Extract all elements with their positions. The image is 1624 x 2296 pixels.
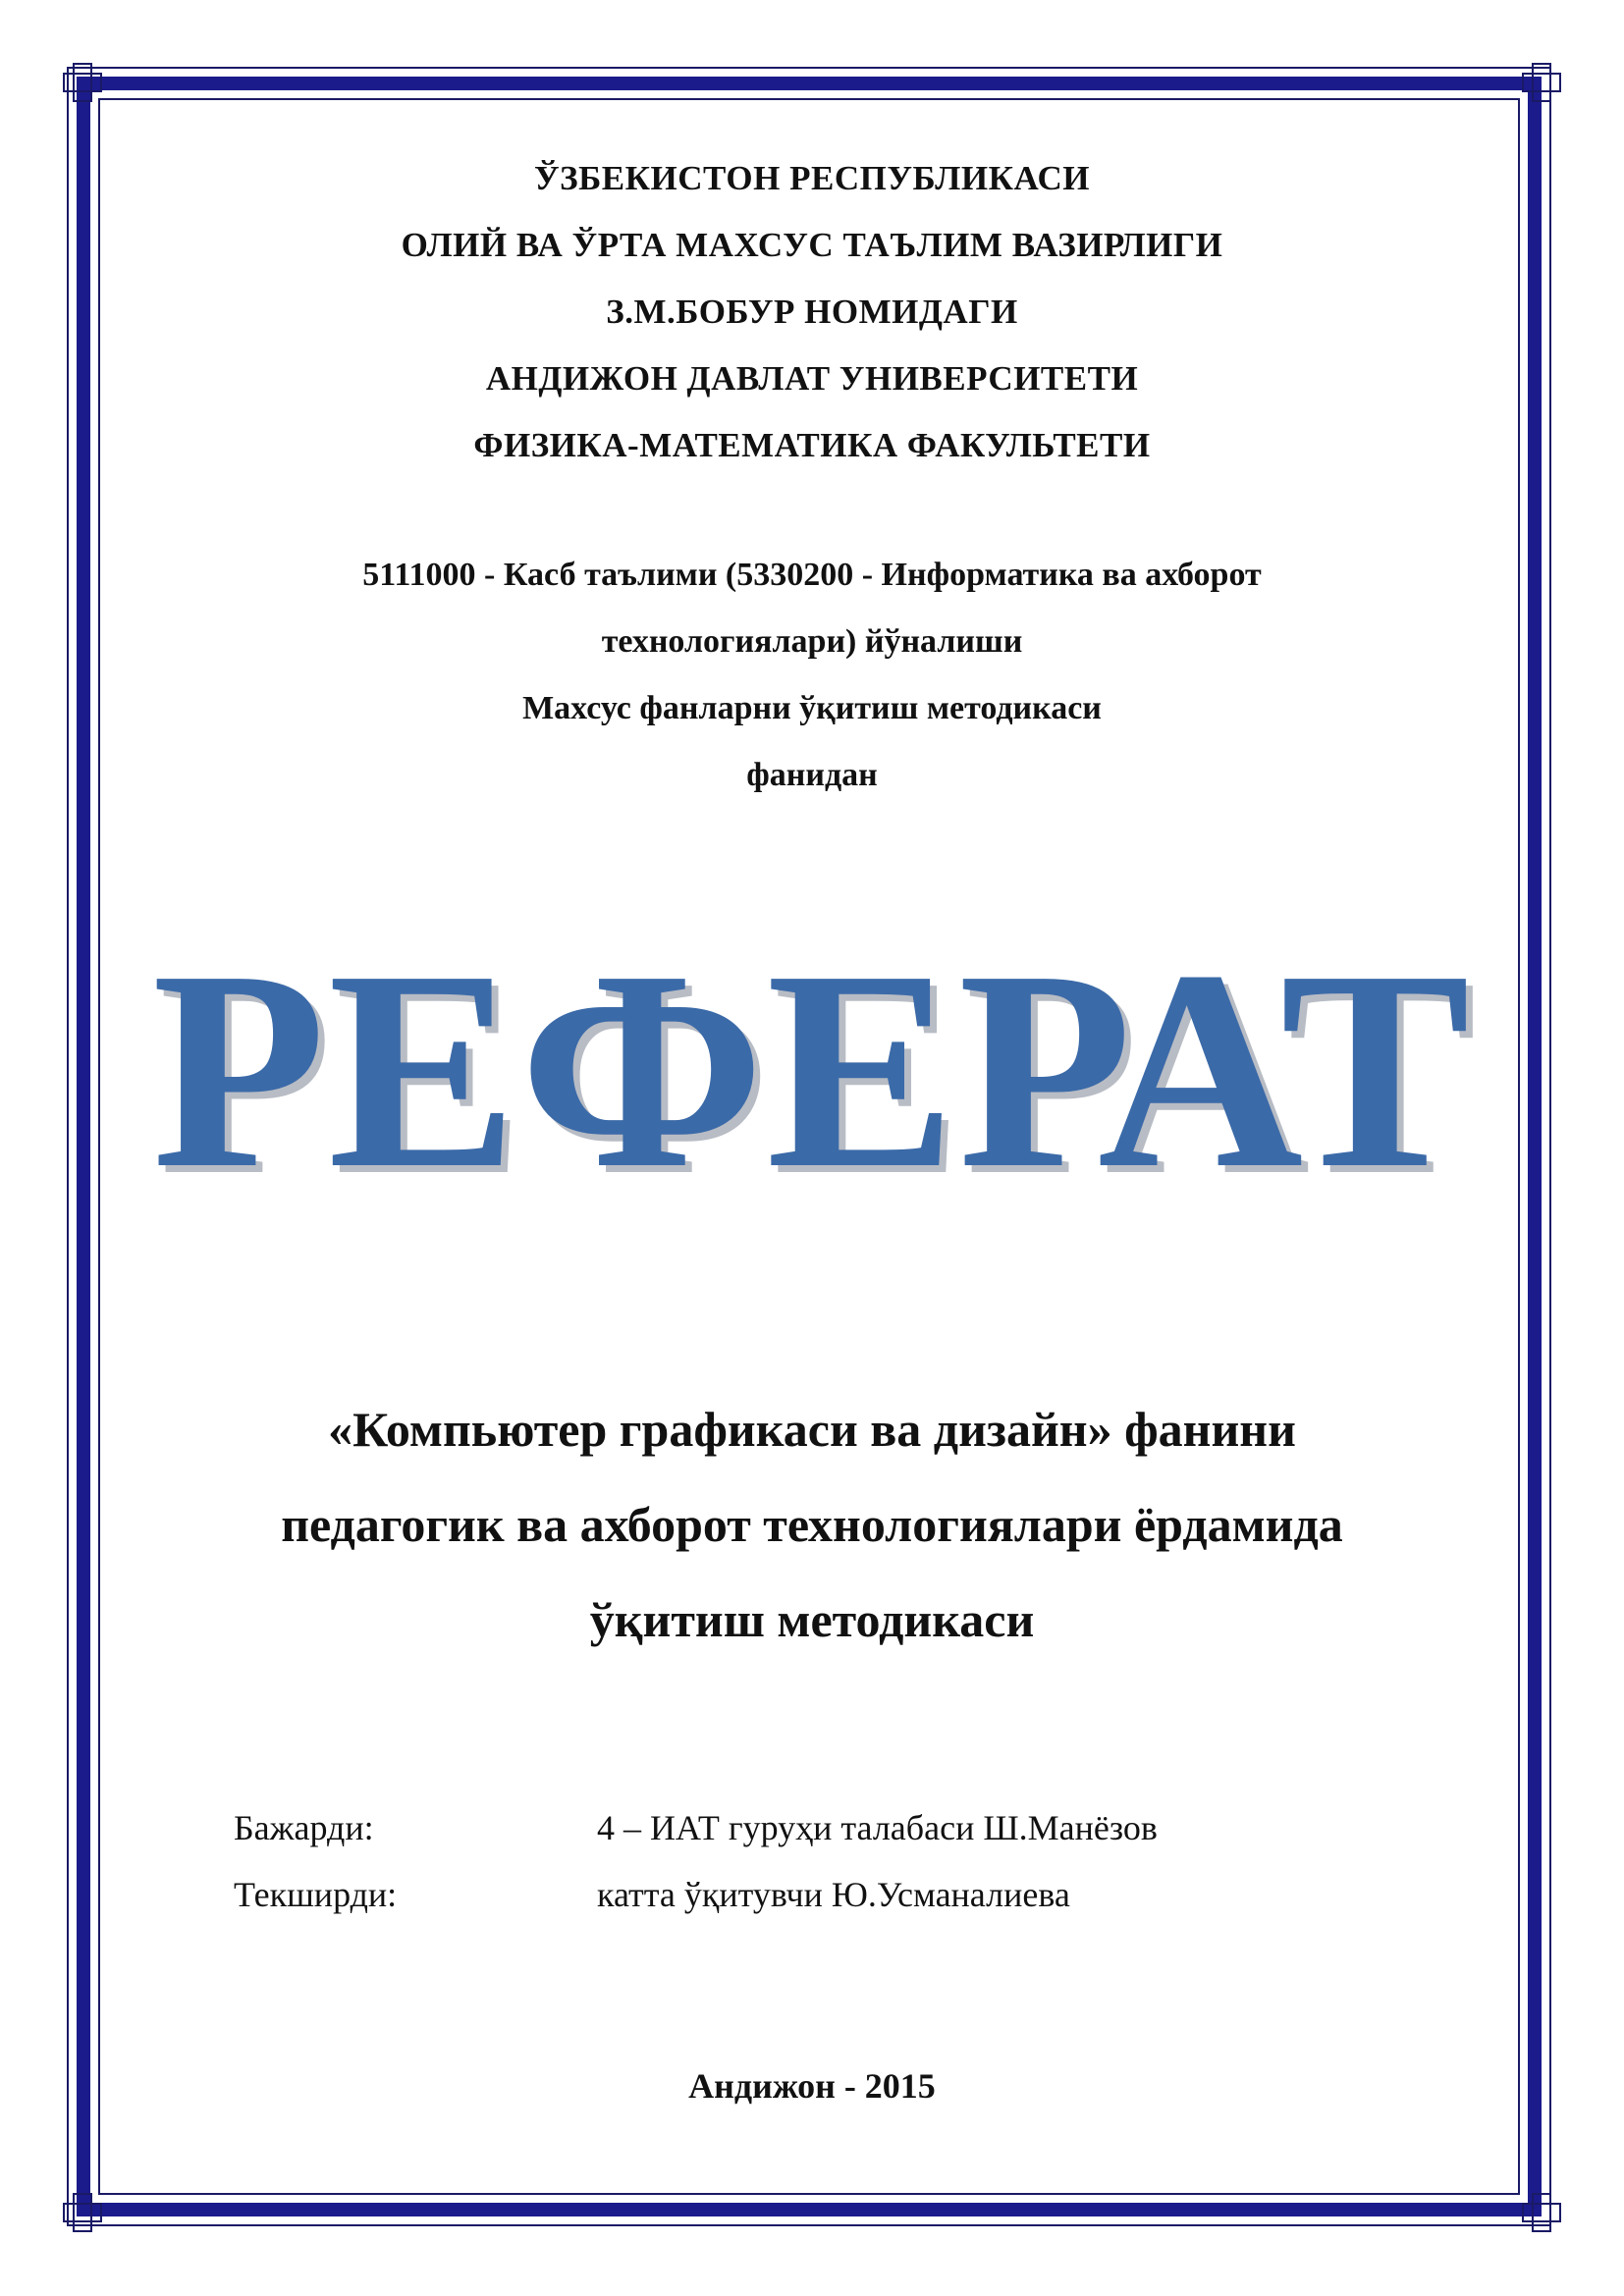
topic-line-1: «Компьютер графикаси ва дизайн» фанини	[328, 1402, 1296, 1457]
program-code-line: 5111000 - Касб таълими (5330200 - Информатика ва ахборот	[362, 557, 1262, 593]
performed-label: Бажарди:	[234, 1808, 374, 1847]
frame-corner-bottom-left	[63, 2193, 102, 2232]
subject-suffix-line: фанидан	[746, 757, 878, 793]
topic-line-2: педагогик ва ахборот технологиялари ёрдамида	[281, 1497, 1343, 1552]
checked-by: катта ўқитувчи Ю.Усманалиева	[597, 1875, 1070, 1914]
document-type-title: РЕФЕРАТ	[151, 912, 1473, 1227]
header-named-after: З.М.БОБУР НОМИДАГИ	[606, 293, 1018, 331]
header-ministry: ОЛИЙ ВА ЎРТА МАХСУС ТАЪЛИМ ВАЗИРЛИГИ	[401, 226, 1223, 264]
header-faculty: ФИЗИКА-МАТЕМАТИКА ФАКУЛЬТЕТИ	[473, 426, 1151, 464]
institution-header	[0, 145, 1624, 479]
frame-corner-top-left	[63, 63, 102, 102]
topic-title	[0, 1382, 1624, 1668]
topic-line-3: ўқитиш методикаси	[589, 1592, 1035, 1647]
city-year: Андижон - 2015	[688, 2066, 936, 2106]
frame-corner-bottom-right	[1522, 2193, 1561, 2232]
header-country: ЎЗБЕКИСТОН РЕСПУБЛИКАСИ	[534, 159, 1090, 197]
performed-by: 4 – ИАТ гуруҳи талабаси Ш.Манёзов	[597, 1808, 1158, 1847]
subject-name-line: Махсус фанларни ўқитиш методикаси	[522, 690, 1102, 726]
frame-corner-top-right	[1522, 63, 1561, 102]
program-info	[0, 542, 1624, 809]
checked-label: Текширди:	[234, 1875, 398, 1914]
program-direction-line: технологиялари) йўналиши	[601, 623, 1023, 660]
header-university: АНДИЖОН ДАВЛАТ УНИВЕРСИТЕТИ	[485, 359, 1139, 398]
